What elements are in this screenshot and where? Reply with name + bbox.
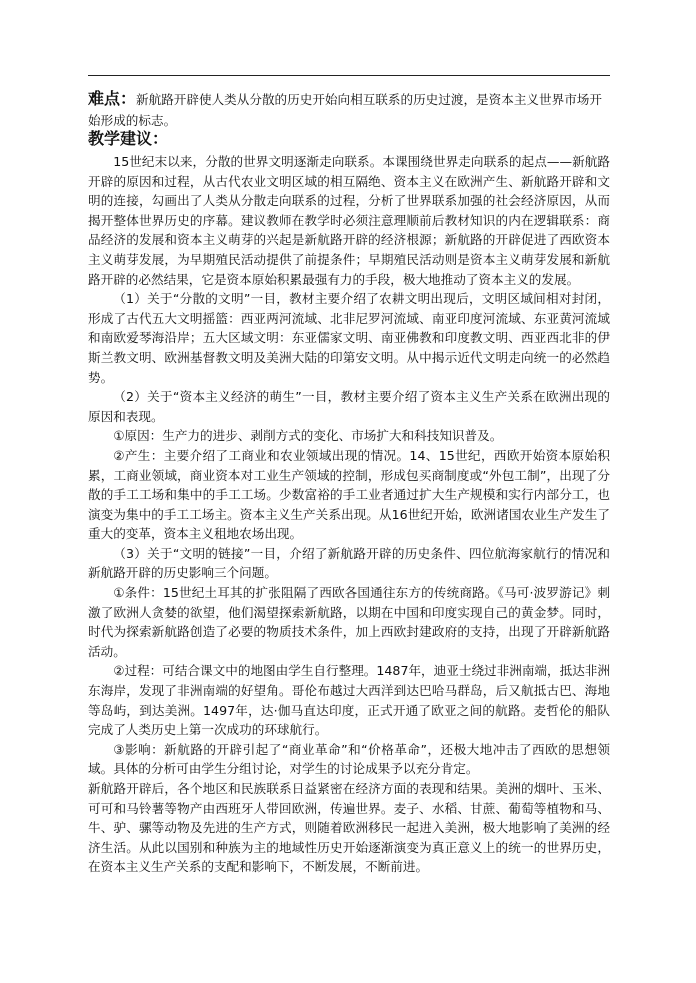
teaching-suggestions-heading: 教学建议： [88, 129, 169, 148]
difficulty-label: 难点： [88, 89, 137, 108]
paragraph-causes: ①原因：生产力的进步、剥削方式的变化、市场扩大和科技知识普及。 [113, 428, 503, 444]
paragraph-impact: ③影响：新航路的开辟引起了“商业革命”和“价格革命”，还极大地冲击了西欧的思想领域。具体的分析可由学生分组讨论，对学生的讨论成果予以充分肯定。 [88, 741, 610, 777]
header-rule [88, 75, 610, 76]
paragraph-conclusion: 新航路开辟后，各个地区和民族联系日益紧密在经济方面的表现和结果。美洲的烟叶、玉米、可可和马铃薯等物产由西班牙人带回欧洲，传遍世界。麦子、水稻、甘蔗、葡萄等植物和马、牛、驴、骡等动物及先进的生产方式，则随着欧洲移民一起进入美洲，极大地影响了美洲的经济生活。从此以国别和种族为主的地域性历史开始逐渐演变为真正意义上的统一的世界历史，在资本主义生产关系的支配和影响下，不断发展，不断前进。 [88, 781, 610, 875]
difficulty-text: 新航路开辟使人类从分散的历史开始向相互联系的历史过渡，是资本主义世界市场开始形成的标志。 [88, 92, 602, 128]
paragraph-civilization-link: （3）关于“文明的链接”一目，介绍了新航路开辟的历史条件、四位航海家航行的情况和新航路开辟的历史影响三个问题。 [88, 545, 610, 581]
paragraph-intro: 15世纪末以来，分散的世界文明逐渐走向联系。本课围绕世界走向联系的起点——新航路开辟的原因和过程，从古代农业文明区域的相互隔绝、资本主义在欧洲产生、新航路开辟和文明的连接，勾画出了人类从分散走向联系的过程，分析了世界联系加强的社会经济原因，从而揭开整体世界历史的序幕。建议教师在教学时必须注意理顺前后教材知识的内在逻辑联系：商品经济的发展和资本主义萌芽的兴起是新航路开辟的经济根源；新航路的开辟促进了西欧资本主义萌芽发展，为早期殖民活动提供了前提条件；早期殖民活动则是资本主义萌芽发展和新航路开辟的必然结果，它是资本原始积累最强有力的手段，极大地推动了资本主义的发展。 [88, 154, 610, 287]
paragraph-emergence: ②产生：主要介绍了工商业和农业领域出现的情况。14、15世纪，西欧开始资本原始积累，工商业领域，商业资本对工业生产领域的控制，形成包买商制度或“外包工制”，出现了分散的手工工场和集中的手工工场。少数富裕的手工业者通过扩大生产规模和实行内部分工，也演变为集中的手工工场主。资本主义生产关系出现。从16世纪开始，欧洲诸国农业生产发生了重大的变革，资本主义租地农场出现。 [88, 447, 610, 542]
teaching-suggestions-body [88, 152, 610, 877]
paragraph-scattered-civilizations: （1）关于“分散的文明”一目，教材主要介绍了农耕文明出现后，文明区域间相对封闭，形成了古代五大文明摇篮：西亚两河流域、北非尼罗河流域、南亚印度河流域、东亚黄河流域和南欧爱琴海沿岸；五大区域文明：东亚儒家文明、南亚佛教和印度教文明、西亚西北非的伊斯兰教文明、欧洲基督教文明及美洲大陆的印第安文明。从中揭示近代文明走向统一的必然趋势。 [88, 291, 610, 385]
difficulty-section [88, 88, 610, 131]
paragraph-process: ②过程：可结合课文中的地图由学生自行整理。1487年，迪亚士绕过非洲南端，抵达非洲东海岸，发现了非洲南端的好望角。哥伦布越过大西洋到达巴哈马群岛，后又航抵古巴、海地等岛屿，到达美洲。1497年，达·伽马直达印度，正式开通了欧亚之间的航路。麦哲伦的船队完成了人类历史上第一次成功的环球航行。 [88, 663, 610, 738]
paragraph-conditions: ①条件：15世纪土耳其的扩张阻隔了西欧各国通往东方的传统商路。《马可·波罗游记》刺激了欧洲人贪婪的欲望，他们渴望探索新航路，以期在中国和印度实现自己的黄金梦。同时，时代为探索新航路创造了必要的物质技术条件，加上西欧封建政府的支持，出现了开辟新航路活动。 [88, 585, 610, 659]
paragraph-capitalism-origin: （2）关于“资本主义经济的萌生”一目，教材主要介绍了资本主义生产关系在欧洲出现的原因和表现。 [88, 389, 610, 424]
